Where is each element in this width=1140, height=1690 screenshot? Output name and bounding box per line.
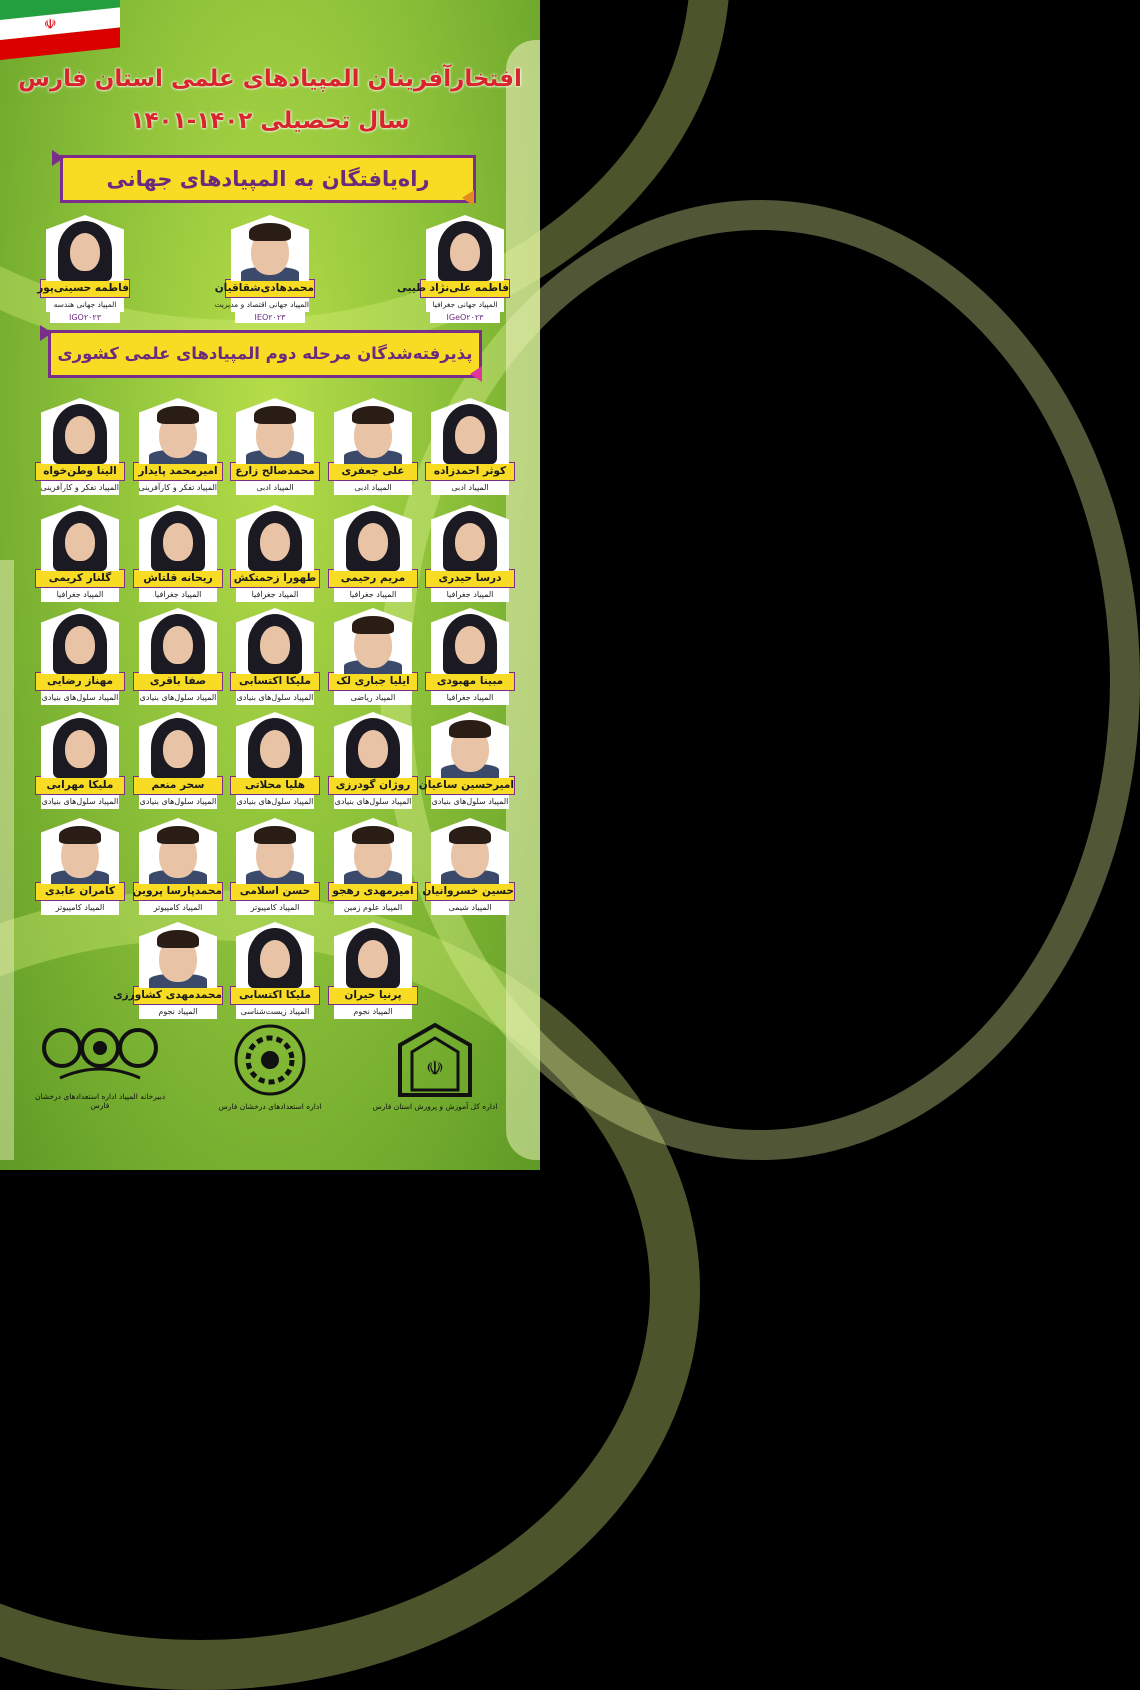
olympiad-field: المپیاد سلول‌های بنیادی — [41, 691, 119, 705]
olympiad-logo — [30, 1020, 170, 1130]
poster-title: افتخارآفرینان المپیادهای علمی استان فارس — [18, 66, 522, 92]
competition-code: IGO۲۰۲۳ — [50, 312, 120, 323]
logo-caption: دبیرخانه المپیاد اداره استعدادهای درخشان فارس — [34, 1092, 166, 1110]
student-photo — [139, 712, 217, 778]
olympiad-field: المپیاد جغرافیا — [41, 588, 119, 602]
student-photo — [41, 608, 119, 674]
olympiad-field: المپیاد جغرافیا — [431, 588, 509, 602]
student-card — [230, 608, 320, 705]
olympiad-field: المپیاد نجوم — [334, 1005, 412, 1019]
student-name: ریحانه قلتاش — [133, 569, 223, 588]
student-name: ایلیا جباری لک — [328, 672, 418, 691]
student-photo — [236, 712, 314, 778]
olympiad-poster — [0, 0, 540, 1170]
student-card — [418, 712, 515, 809]
logos-footer — [0, 1010, 540, 1130]
logo-caption: اداره کل آموزش و پرورش استان فارس — [372, 1102, 498, 1111]
student-card — [422, 818, 515, 915]
svg-text:☫: ☫ — [426, 1056, 444, 1080]
olympiad-rings-icon — [40, 1020, 160, 1090]
student-photo — [431, 608, 509, 674]
olympiad-field: المپیاد زیست‌شناسی — [236, 1005, 314, 1019]
student-name: کامران عابدی — [35, 882, 125, 901]
olympiad-field: المپیاد جغرافیا — [236, 588, 314, 602]
olympiad-field: المپیاد ادبی — [236, 481, 314, 495]
student-card — [328, 818, 418, 915]
olympiad-field: المپیاد جغرافیا — [431, 691, 509, 705]
olympiad-field: المپیاد ریاضی — [334, 691, 412, 705]
student-card — [328, 922, 418, 1019]
education-emblem-icon — [390, 1020, 480, 1100]
olympiad-field: المپیاد سلول‌های بنیادی — [41, 795, 119, 809]
student-name: حسین خسروانیان — [425, 882, 515, 901]
student-name: محمدمهدی کشاورزی — [133, 986, 223, 1005]
student-photo — [41, 712, 119, 778]
student-name: مبینا مهبودی — [425, 672, 515, 691]
student-card — [230, 922, 320, 1019]
olympiad-field: المپیاد ادبی — [431, 481, 509, 495]
student-photo — [431, 818, 509, 884]
student-photo — [41, 398, 119, 464]
iran-flag-icon: ☫ — [0, 0, 130, 70]
student-name: درسا حیدری — [425, 569, 515, 588]
student-photo — [41, 818, 119, 884]
olympiad-field: المپیاد جغرافیا — [139, 588, 217, 602]
olympiad-field: المپیاد سلول‌های بنیادی — [334, 795, 412, 809]
student-name: ملیکا اکتسابی — [230, 986, 320, 1005]
student-card — [328, 505, 418, 602]
olympiad-field: المپیاد علوم زمین — [334, 901, 412, 915]
poster-subtitle: سال تحصیلی ۱۴۰۲-۱۴۰۱ — [130, 108, 410, 134]
education-logo — [370, 1020, 500, 1130]
olympiad-field: المپیاد سلول‌های بنیادی — [139, 795, 217, 809]
student-photo — [139, 818, 217, 884]
student-name: هلیا محلاتی — [230, 776, 320, 795]
student-photo — [334, 505, 412, 571]
olympiad-field: المپیاد تفکر و کارآفرینی — [139, 481, 217, 495]
student-card — [133, 712, 223, 809]
student-card — [35, 712, 125, 809]
student-card — [230, 505, 320, 602]
student-photo — [334, 922, 412, 988]
student-name: محمدهادی‌شقاقیان — [225, 279, 315, 298]
student-photo — [431, 398, 509, 464]
olympiad-field: المپیاد سلول‌های بنیادی — [431, 795, 509, 809]
banner-arrow-icon — [470, 366, 482, 382]
student-photo — [334, 818, 412, 884]
student-photo — [334, 398, 412, 464]
olympiad-field: المپیاد کامپیوتر — [236, 901, 314, 915]
banner-arrow-icon — [462, 190, 474, 206]
olympiad-field: المپیاد سلول‌های بنیادی — [139, 691, 217, 705]
student-name: علی جعفری — [328, 462, 418, 481]
world-olympiad-banner: راه‌یافتگان به المپیادهای جهانی — [60, 155, 476, 203]
olympiad-field: المپیاد ادبی — [334, 481, 412, 495]
student-photo — [334, 608, 412, 674]
student-photo — [139, 505, 217, 571]
student-card — [133, 818, 223, 915]
student-card — [113, 922, 223, 1019]
olympiad-field: المپیاد جهانی هندسه — [46, 298, 124, 312]
student-card — [328, 608, 418, 705]
student-card — [133, 398, 223, 495]
olympiad-field: المپیاد تفکر و کارآفرینی — [41, 481, 119, 495]
student-card — [214, 215, 315, 323]
student-card — [230, 712, 320, 809]
competition-code: IEO۲۰۲۳ — [235, 312, 305, 323]
olympiad-field: المپیاد جغرافیا — [334, 588, 412, 602]
student-card — [133, 505, 223, 602]
student-name: سحر منعم — [133, 776, 223, 795]
student-name: فاطمه حسینی‌پور — [40, 279, 130, 298]
olympiad-field: المپیاد کامپیوتر — [139, 901, 217, 915]
student-photo — [139, 398, 217, 464]
student-name: روژان گودرزی — [328, 776, 418, 795]
student-name: امیرمهدی رهجو — [328, 882, 418, 901]
student-name: پرنیا حیران — [328, 986, 418, 1005]
talents-logo — [205, 1020, 335, 1130]
student-photo — [139, 922, 217, 988]
student-name: گلنار کریمی — [35, 569, 125, 588]
olympiad-field: المپیاد جهانی جغرافیا — [426, 298, 504, 312]
student-photo — [431, 712, 509, 778]
student-name: مریم رحیمی — [328, 569, 418, 588]
student-photo — [139, 608, 217, 674]
student-photo — [236, 818, 314, 884]
logo-caption: اداره استعدادهای درخشان فارس — [218, 1102, 322, 1111]
talents-emblem-icon — [230, 1020, 310, 1100]
student-name: امیرحسین ساعیان — [425, 776, 515, 795]
student-card — [425, 608, 515, 705]
student-name: کوثر احمدزاده — [425, 462, 515, 481]
student-card — [230, 398, 320, 495]
olympiad-field: المپیاد نجوم — [139, 1005, 217, 1019]
olympiad-field: المپیاد شیمی — [431, 901, 509, 915]
student-photo — [236, 398, 314, 464]
student-photo — [236, 608, 314, 674]
student-photo — [236, 505, 314, 571]
olympiad-field: المپیاد کامپیوتر — [41, 901, 119, 915]
olympiad-field: المپیاد جهانی اقتصاد و مدیریت — [231, 298, 309, 312]
olympiad-field: المپیاد سلول‌های بنیادی — [236, 691, 314, 705]
student-card — [37, 215, 130, 323]
student-name: ملیکا مهرابی — [35, 776, 125, 795]
banner-arrow-icon — [52, 150, 64, 166]
student-card — [425, 505, 515, 602]
student-name: محمدصالح زارع — [230, 462, 320, 481]
student-name: فاطمه علی‌نژاد طیبی — [420, 279, 510, 298]
student-name: ملیکا اکتسابی — [230, 672, 320, 691]
student-card — [133, 608, 223, 705]
student-name: صفا باقری — [133, 672, 223, 691]
student-photo — [426, 215, 504, 281]
student-photo — [41, 505, 119, 571]
student-card — [35, 505, 125, 602]
student-card — [230, 818, 320, 915]
student-name: محمدپارسا پروین — [133, 882, 223, 901]
student-photo — [431, 505, 509, 571]
student-card — [35, 398, 125, 495]
student-name: الینا وطن‌خواه — [35, 462, 125, 481]
student-card — [425, 398, 515, 495]
student-photo — [231, 215, 309, 281]
olympiad-field: المپیاد سلول‌های بنیادی — [236, 795, 314, 809]
banner-arrow-icon — [40, 325, 52, 341]
student-card — [35, 608, 125, 705]
student-card — [35, 818, 125, 915]
student-name: امیرمحمد پایدار — [133, 462, 223, 481]
student-name: حسن اسلامی — [230, 882, 320, 901]
national-olympiad-banner: پذیرفته‌شدگان مرحله دوم المپیادهای علمی کشوری — [48, 330, 482, 378]
student-card — [328, 398, 418, 495]
student-name: مهناز رضایی — [35, 672, 125, 691]
competition-code: IGeO۲۰۲۳ — [430, 312, 500, 323]
student-photo — [236, 922, 314, 988]
student-photo — [334, 712, 412, 778]
student-photo — [46, 215, 124, 281]
student-name: طهورا زحمتکش — [230, 569, 320, 588]
student-card — [328, 712, 418, 809]
student-card — [396, 215, 510, 323]
